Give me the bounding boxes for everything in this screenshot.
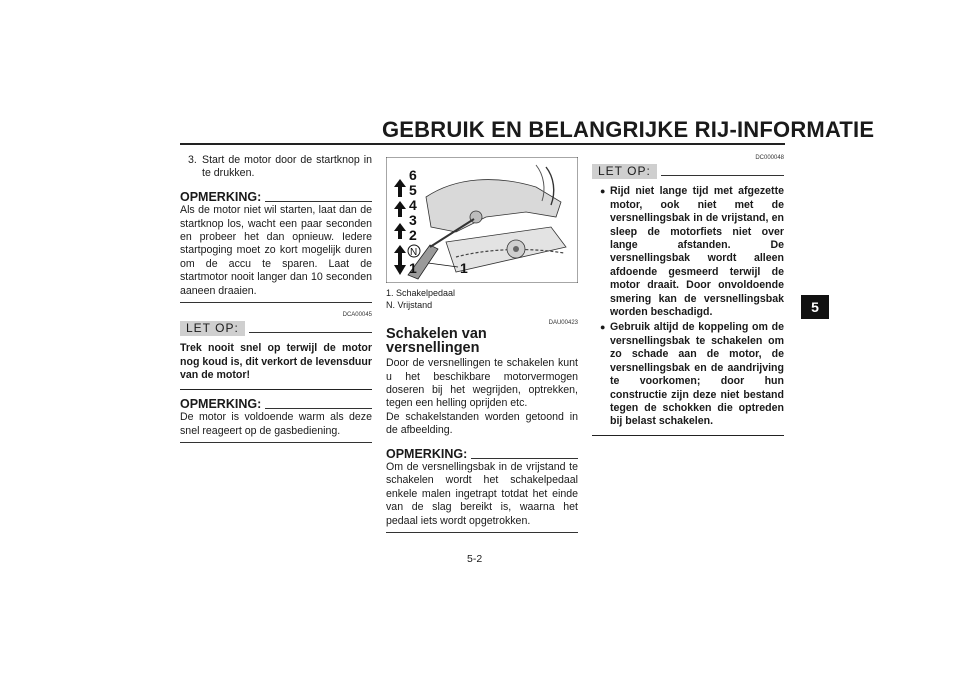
note-end-rule-2 bbox=[180, 442, 372, 443]
column-2 bbox=[386, 154, 578, 533]
step-3 bbox=[180, 154, 372, 181]
gear-4-label: 4 bbox=[409, 197, 417, 213]
caution-badge: LET OP: bbox=[180, 321, 245, 336]
step-text: Start de motor door de startknop in te drukken. bbox=[202, 154, 372, 180]
note-text-2: De motor is voldoende warm als deze snel reageert op de gasbediening. bbox=[180, 411, 372, 437]
step-number: 3. bbox=[188, 154, 197, 166]
gear-1-label: 1 bbox=[409, 260, 417, 276]
bullet-dot-icon: ● bbox=[600, 186, 606, 197]
gear-2-label: 2 bbox=[409, 227, 417, 243]
page-number: 5-2 bbox=[467, 553, 483, 565]
gear-5-label: 5 bbox=[409, 182, 417, 198]
note-label-2: OPMERKING: bbox=[180, 396, 262, 411]
caution-bullet-2-text: Gebruik altijd de koppeling om de versnellingsbak te schakelen om zo schade aan de motor, de versnellingsbak en de aandrijving te voorkomen; door hun constructie zijn deze niet bestand tegen de schokken die optreden bij belast schakelen. bbox=[610, 321, 784, 428]
header-rule bbox=[180, 143, 785, 145]
page-header-title: GEBRUIK EN BELANGRIJKE RIJ-INFORMATIE bbox=[382, 117, 875, 142]
callout-1-label: 1 bbox=[460, 260, 468, 276]
section-title: Schakelen van versnellingen bbox=[386, 326, 487, 356]
column-1 bbox=[180, 154, 372, 443]
chapter-tab[interactable]: 5 bbox=[801, 295, 829, 319]
caution-heading-2 bbox=[592, 164, 784, 179]
caution-badge-2: LET OP: bbox=[592, 164, 657, 179]
caution-rule-2 bbox=[661, 175, 784, 176]
note-label-3: OPMERKING: bbox=[386, 446, 468, 461]
caution-bullet-1 bbox=[592, 185, 784, 319]
caution-heading bbox=[180, 321, 372, 336]
caution-code-2: DC000048 bbox=[755, 155, 784, 161]
caution-bullet-2 bbox=[592, 321, 784, 428]
caution-bullet-1-text: Rijd niet lange tijd met afgezette motor, ook niet met de versnellingsbak in de vrijstand, en sleep de motorfiets niet over lange afstanden. De versnellingsbak wordt alleen afdoende gesmeerd terwijl de motor draait. Door onvoldoende smering kan de versnellingsbak worden beschadigd. bbox=[610, 185, 784, 319]
neutral-label: N bbox=[410, 247, 418, 258]
note-end-rule bbox=[180, 302, 372, 303]
bullet-dot-icon: ● bbox=[600, 322, 606, 333]
caution-text: Trek nooit snel op terwijl de motor nog koud is, dit verkort de levensduur van de motor! bbox=[180, 342, 372, 382]
gear-shift-illustration bbox=[386, 157, 578, 283]
caution-rule bbox=[249, 332, 372, 333]
gear-3-label: 3 bbox=[409, 212, 417, 228]
note-rule-2 bbox=[265, 408, 372, 409]
figure-caption-2: N. Vrijstand bbox=[386, 300, 433, 311]
note-heading bbox=[180, 191, 372, 204]
note-rule bbox=[265, 201, 372, 202]
figure-caption-1: 1. Schakelpedaal bbox=[386, 288, 456, 299]
column-3 bbox=[592, 154, 784, 436]
section-text-2: De schakelstanden worden getoond in de afbeelding. bbox=[386, 410, 578, 437]
caution-end-rule-2 bbox=[592, 435, 784, 436]
note-heading-3 bbox=[386, 448, 578, 461]
note-label: OPMERKING: bbox=[180, 189, 262, 204]
note-rule-3 bbox=[471, 458, 578, 459]
section-text: Door de versnellingen te schakelen kunt u het beschikbare motorvermogen doseren bij het wegrijden, optrekken, tegen een helling oprijden etc. bbox=[386, 357, 578, 410]
note-text: Als de motor niet wil starten, laat dan de startknop los, wacht een paar seconden en probeer het dan opnieuw. Iedere startpoging moet zo kort mogelijk duren om de accu te sparen. Laat de startmotor nooit langer dan 10 seconden aaneen draaien. bbox=[180, 204, 372, 297]
note-text-3: Om de versnellingsbak in de vrijstand te schakelen wordt het schakelpedaal enkele malen ingetrapt totdat het einde van de slag bereikt is, waarna het pedaal iets wordt opgetrokken. bbox=[386, 461, 578, 527]
note-end-rule-3 bbox=[386, 532, 578, 533]
gear-6-label: 6 bbox=[409, 167, 417, 183]
note-heading-2 bbox=[180, 398, 372, 411]
caution-code: DCA00045 bbox=[342, 312, 372, 319]
caution-end-rule bbox=[180, 389, 372, 390]
section-code: DAU00423 bbox=[548, 320, 578, 327]
